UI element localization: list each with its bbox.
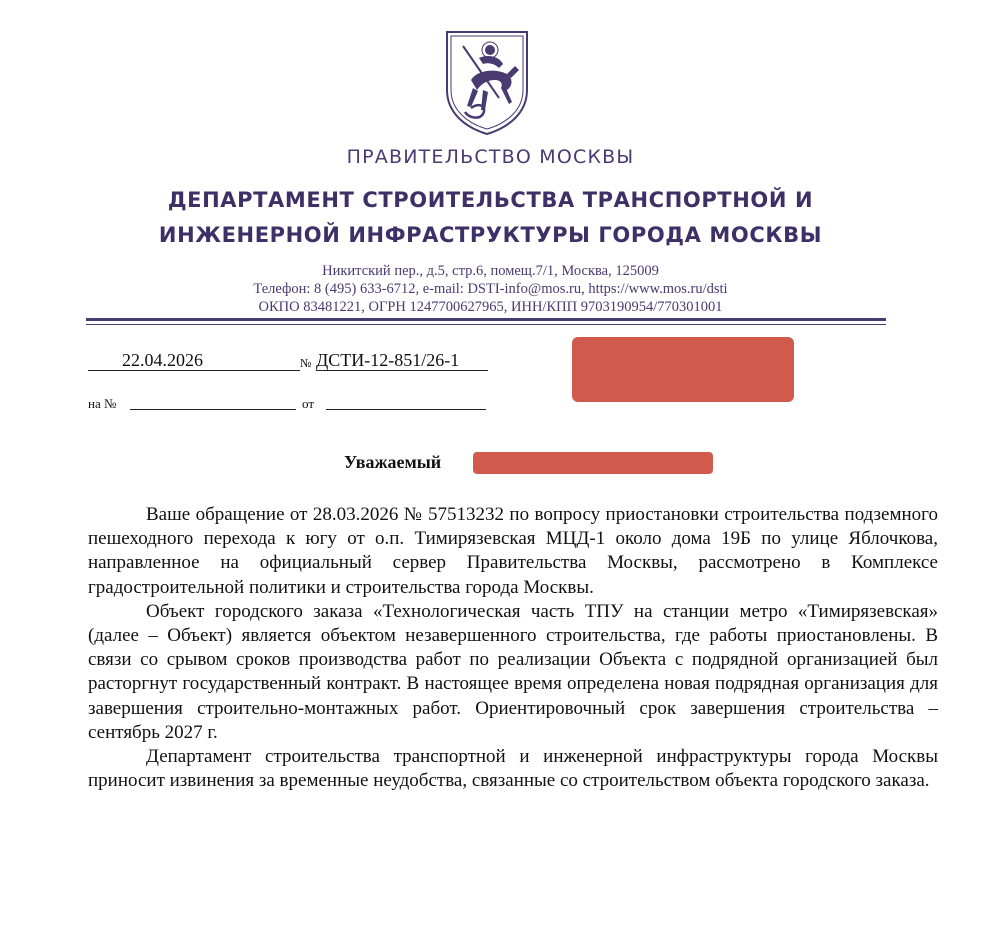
body-paragraph-1: Ваше обращение от 28.03.2026 № 57513232 по вопросу приостановки строительства подземного пешеходного перехода к югу от о.п. Тимирязевская МЦД-1 около дома 19Б по улице Яблочкова, направленное на официальный сервер Правительства Москвы, рассмотрено в Комплексе градостроительной политики и строительства города Москвы. (88, 504, 938, 598)
government-title: ПРАВИТЕЛЬСТВО МОСКВЫ (346, 146, 635, 168)
salutation: Уважаемый (344, 452, 442, 472)
department-address: Никитский пер., д.5, стр.6, помещ.7/1, Москва, 125009 (322, 263, 659, 279)
reference-date-label: от (302, 396, 315, 411)
department-title-line1: ДЕПАРТАМЕНТ СТРОИТЕЛЬСТВА ТРАНСПОРТНОЙ И (167, 188, 814, 212)
moscow-coat-of-arms-icon (443, 28, 531, 136)
redacted-addressee-block (572, 337, 794, 402)
letterhead-divider-thin (86, 324, 886, 325)
letterhead-divider-thick (86, 318, 886, 321)
body-paragraph-2: Объект городского заказа «Технологическая часть ТПУ на станции метро «Тимирязевская» (далее – Объект) является объектом незавершенного строительства, где работы приостановлены. В связи со срывом сроков производства работ по реализации Объекта с подрядной организацией был расторгнут государственный контракт. В настоящее время определена новая подрядная организация для завершения строительно-монтажных работ. Ориентировочный срок завершения строительства – сентябрь 2027 г. (88, 600, 938, 743)
registration-number-sign: № (300, 356, 312, 370)
department-contacts: Телефон: 8 (495) 633-6712, e-mail: DSTI-info@mos.ru, https://www.mos.ru/dsti (253, 281, 728, 297)
registration-date: 22.04.2026 (88, 350, 300, 371)
body-paragraph-3: Департамент строительства транспортной и инженерной инфраструктуры города Москвы приносит извинения за временные неудобства, связанные со строительством объекта городского заказа. (88, 746, 938, 792)
department-registry-codes: ОКПО 83481221, ОГРН 1247700627965, ИНН/КПП 9703190954/770301001 (258, 299, 723, 315)
reference-number-blank (130, 409, 296, 410)
department-title-line2: ИНЖЕНЕРНОЙ ИНФРАСТРУКТУРЫ ГОРОДА МОСКВЫ (158, 223, 823, 247)
letter-body (88, 503, 938, 793)
registration-number: ДСТИ-12-851/26-1 (316, 350, 488, 371)
reference-number-label: на № (88, 396, 117, 411)
redacted-recipient-name (473, 452, 713, 474)
reference-date-blank (326, 409, 486, 410)
